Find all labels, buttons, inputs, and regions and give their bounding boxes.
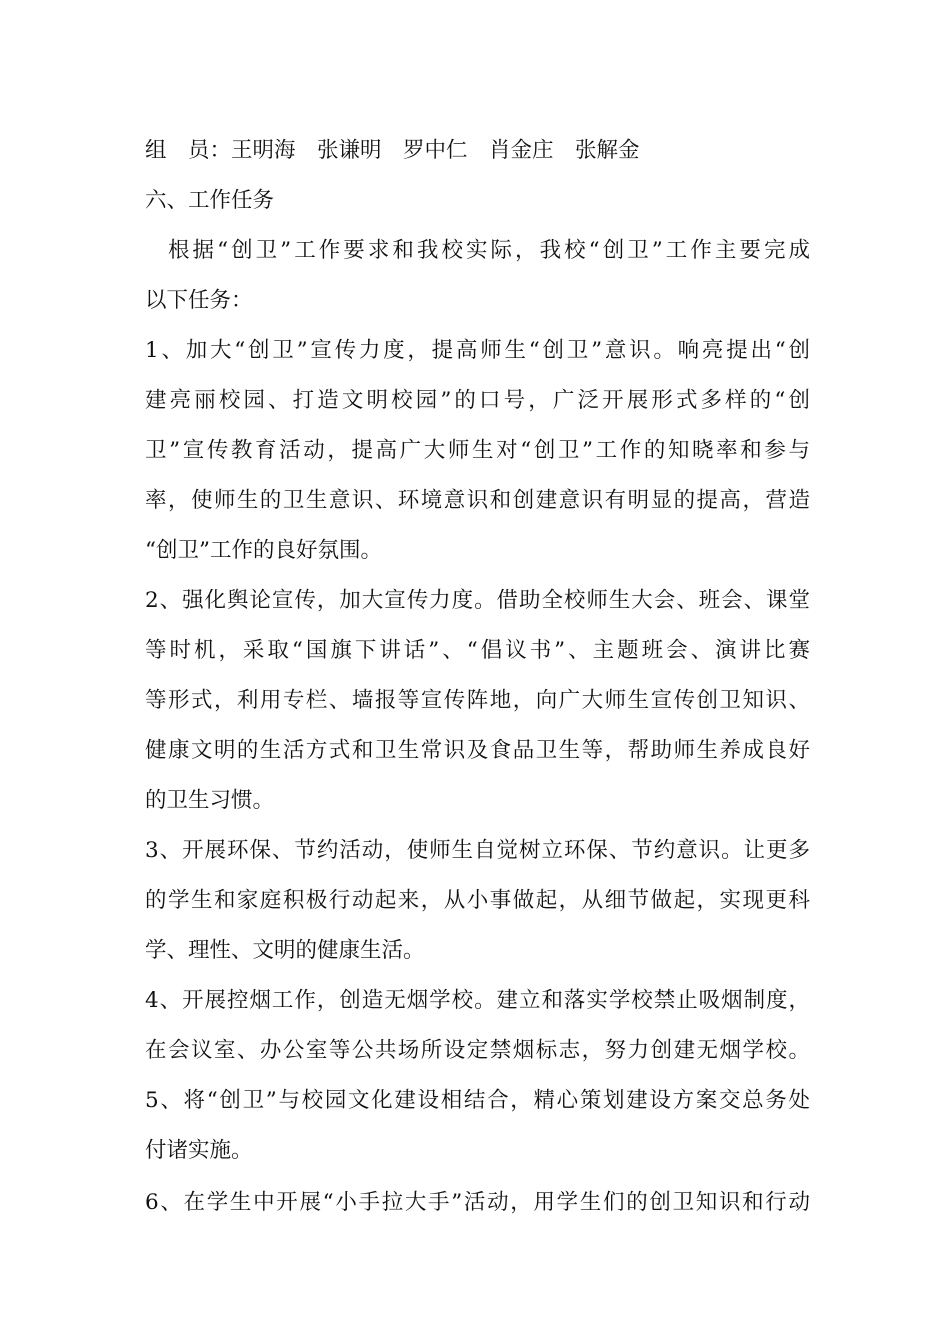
- task-1-line: 率，使师生的卫生意识、环境意识和创建意识有明显的提高，营造: [145, 488, 810, 513]
- intro-paragraph-line: 以下任务：: [145, 288, 253, 313]
- task-2-line: 健康文明的生活方式和卫生常识及食品卫生等，帮助师生养成良好: [145, 738, 810, 763]
- task-6-line: 6、在学生中开展“小手拉大手”活动，用学生们的创卫知识和行动: [145, 1190, 810, 1215]
- task-2-line: 等形式，利用专栏、墙报等宣传阵地，向广大师生宣传创卫知识、: [145, 688, 810, 713]
- task-4-line: 4、开展控烟工作，创造无烟学校。建立和落实学校禁止吸烟制度，: [145, 988, 810, 1013]
- task-1-line: 建亮丽校园、打造文明校园”的口号，广泛开展形式多样的“创: [145, 388, 810, 413]
- task-1-line: 卫”宣传教育活动，提高广大师生对“创卫”工作的知晓率和参与: [145, 438, 810, 463]
- task-5-line: 5、将“创卫”与校园文化建设相结合，精心策划建设方案交总务处: [145, 1088, 810, 1113]
- task-3-line: 3、开展环保、节约活动，使师生自觉树立环保、节约意识。让更多: [145, 838, 810, 863]
- task-1-line: “创卫”工作的良好氛围。: [145, 538, 382, 563]
- intro-paragraph-line: 根据“创卫”工作要求和我校实际，我校“创卫”工作主要完成: [168, 238, 810, 263]
- task-2-line: 2、强化舆论宣传，加大宣传力度。借助全校师生大会、班会、课堂: [145, 588, 810, 613]
- task-4-line: 在会议室、办公室等公共场所设定禁烟标志，努力创建无烟学校。: [145, 1038, 810, 1063]
- task-2-line: 的卫生习惯。: [145, 788, 275, 813]
- task-2-line: 等时机，采取“国旗下讲话”、“倡议书”、主题班会、演讲比赛: [145, 638, 810, 663]
- task-5-line: 付诸实施。: [145, 1138, 253, 1163]
- task-3-line: 学、理性、文明的健康生活。: [145, 938, 425, 963]
- team-members-line: 组 员：王明海 张谦明 罗中仁 肖金庄 张解金: [145, 138, 640, 163]
- task-3-line: 的学生和家庭积极行动起来，从小事做起，从细节做起，实现更科: [145, 888, 810, 913]
- task-1-line: 1、加大“创卫”宣传力度，提高师生“创卫”意识。响亮提出“创: [145, 338, 810, 363]
- section-heading-work-tasks: 六、工作任务: [145, 188, 275, 213]
